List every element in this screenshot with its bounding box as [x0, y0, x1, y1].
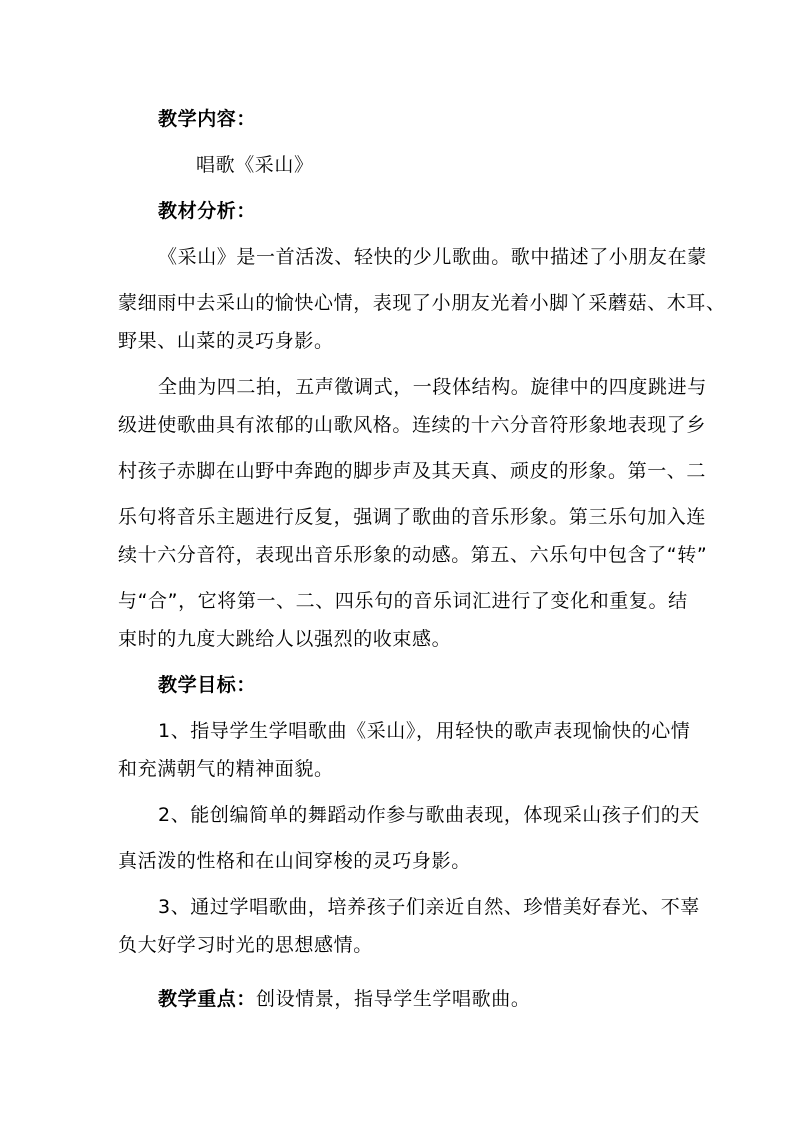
analysis-p2-line7: 束时的九度大跳给人以强烈的收束感。	[118, 628, 452, 650]
analysis-p2-line4: 乐句将音乐主题进行反复，强调了歌曲的音乐形象。第三乐句加入连	[118, 506, 707, 528]
analysis-p2-line3: 村孩子赤脚在山野中奔跑的脚步声及其天真、顽皮的形象。第一、二	[118, 460, 707, 482]
teaching-content-text: 唱歌《采山》	[196, 154, 314, 176]
goal3-line1: 3、通过学唱歌曲，培养孩子们亲近自然、珍惜美好春光、不辜	[158, 896, 700, 918]
analysis-p2-line1: 全曲为四二拍，五声徵调式，一段体结构。旋律中的四度跳进与	[158, 376, 707, 398]
goal1-line2: 和充满朝气的精神面貌。	[118, 758, 334, 780]
material-analysis-heading: 教材分析：	[158, 200, 257, 222]
goal3-line2: 负大好学习时光的思想感情。	[118, 934, 373, 956]
goal2-line1: 2、能创编简单的舞蹈动作参与歌曲表现，体现采山孩子们的天	[158, 804, 700, 826]
analysis-p1-line1: 《采山》是一首活泼、轻快的少儿歌曲。歌中描述了小朋友在蒙	[158, 246, 707, 268]
goal1-line1: 1、指导学生学唱歌曲《采山》，用轻快的歌声表现愉快的心情	[158, 720, 691, 742]
goal2-line2: 真活泼的性格和在山间穿梭的灵巧身影。	[118, 850, 471, 872]
key-points-heading: 教学重点：	[158, 988, 257, 1010]
key-points-line	[158, 987, 530, 1011]
analysis-p1-line3: 野果、山菜的灵巧身影。	[118, 330, 334, 352]
analysis-p1-line2: 蒙细雨中去采山的愉快心情，表现了小朋友光着小脚丫采蘑菇、木耳、	[118, 292, 726, 314]
teaching-content-heading: 教学内容：	[158, 108, 257, 130]
analysis-p2-line6: 与“合”，它将第一、二、四乐句的音乐词汇进行了变化和重复。结	[118, 590, 688, 612]
key-points-text: 创设情景，指导学生学唱歌曲。	[256, 988, 531, 1010]
teaching-goals-heading: 教学目标：	[158, 674, 257, 696]
analysis-p2-line5: 续十六分音符，表现出音乐形象的动感。第五、六乐句中包含了“转”	[118, 544, 708, 566]
analysis-p2-line2: 级进使歌曲具有浓郁的山歌风格。连续的十六分音符形象地表现了乡	[118, 414, 707, 436]
